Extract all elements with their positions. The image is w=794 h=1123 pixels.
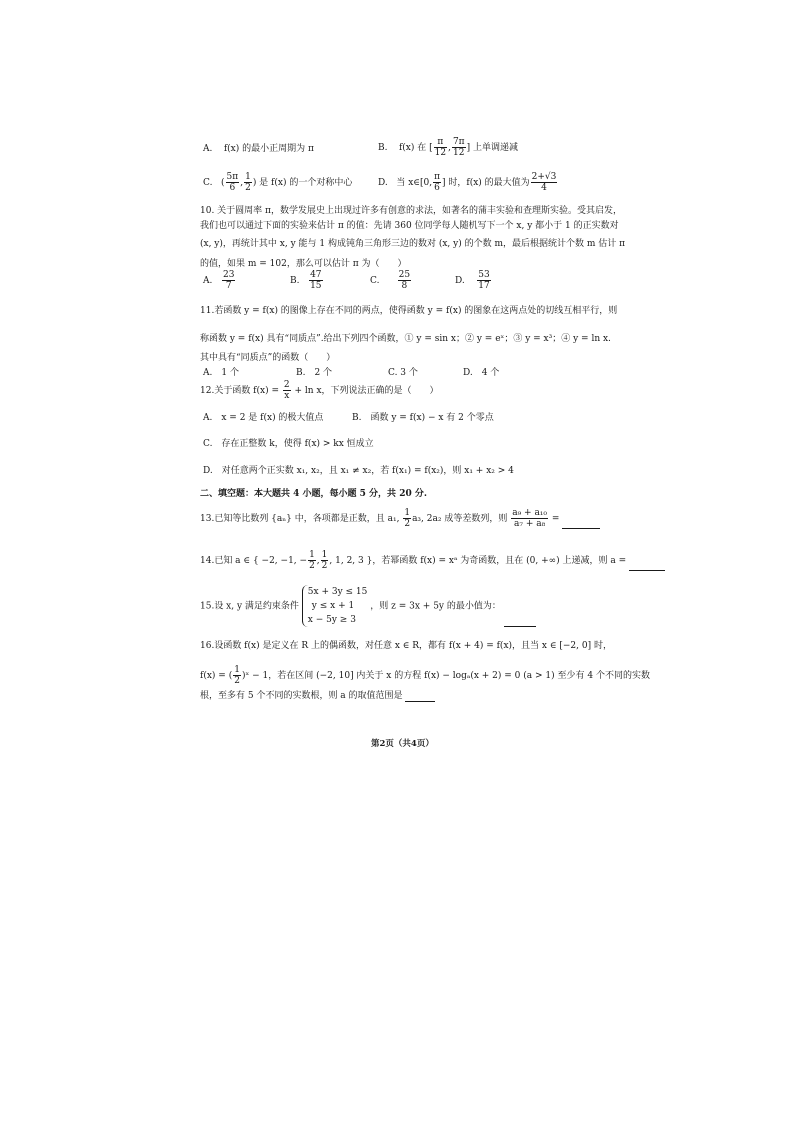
q10-option-a: A. $\frac{23}{7}$ (203, 270, 235, 291)
q11-line-2: 称函数 y = f(x) 具有“同质点”.给出下列四个函数，① y = sin x；② y = eˣ；③ y = x³；④ y = ln x. (200, 334, 611, 344)
fraction: $\frac{7\pi}{12}$ (452, 137, 465, 158)
q11-line-3: 其中具有“同质点”的函数（ ） (200, 353, 336, 363)
page-footer: 第2页（共4页） (371, 739, 434, 749)
fraction: $\frac{\pi}{12}$ (434, 137, 447, 158)
q10-line-4: 的值，如果 m = 102，那么可以估计 π 为（ ） (200, 259, 407, 269)
fraction: $\frac{2}{x}$ (283, 380, 290, 401)
q16-line-1: 16.设函数 f(x) 是定义在 R 上的偶函数，对任意 x ∈ R，都有 f(x + 4) = f(x)，且当 x ∈ [−2, 0] 时， (200, 641, 612, 651)
q11-option-b: B. 2 个 (296, 368, 333, 378)
fraction: $\frac{53}{17}$ (478, 270, 490, 291)
fraction: $\frac{23}{7}$ (222, 270, 235, 291)
q12-stem: 12.关于函数 f(x) = $\frac{2}{x}$ + ln x，下列说法正确的是（ ） (200, 380, 439, 401)
fraction: $\frac{1}{2}$ (321, 550, 328, 571)
q16-line-2: f(x) = ( $\frac{1}{2}$ )ˣ − 1，若在区间 (−2, 10] 内关于 x 的方程 f(x) − logₐ(x + 2) = 0 (a > 1) 至少有 4 个不同的实数 (200, 665, 650, 686)
q9-option-c: C. ( $\frac{5\pi}{6}$ , $\frac{1}{2}$ ) 是 f(x) 的一个对称中心 (203, 172, 353, 193)
q11-option-d: D. 4 个 (463, 368, 500, 378)
q15-stem: 15.设 x, y 满足约束条件 5x + 3y ≤ 15 y ≤ x + 1 x − 5y ≥ 3 ，则 z = 3x + 5y 的最小值为： (200, 585, 536, 627)
q10-line-3: (x, y)，再统计其中 x, y 能与 1 构成钝角三角形三边的数对 (x, y) 的个数 m，最后根据统计个数 m 估计 π (200, 239, 626, 249)
q13-stem: 13.已知等比数列 {aₙ} 中，各项都是正数，且 a₁, $\frac{1}{2}$ a₃, 2a₂ 成等差数列，则 $\frac{\text{a₉ + a₁₀}}{\text{a₇ + a₈}}$ = (200, 508, 600, 529)
q10-option-c: C. $\frac{25}{8}$ (370, 270, 411, 291)
answer-blank[interactable] (629, 561, 665, 571)
fraction: $\frac{\pi}{6}$ (434, 172, 440, 193)
q11-option-a: A. 1 个 (203, 368, 239, 378)
q9-option-b: B. f(x) 在 [ $\frac{\pi}{12}$ , $\frac{7\pi}{12}$ ] 上单调递减 (378, 137, 518, 158)
q9-option-d: D. 当 x∈[0, $\frac{\pi}{6}$ ] 时，f(x) 的最大值为 $\frac{2+√3}{4}$ (378, 172, 557, 193)
fraction: $\frac{1}{2}$ (309, 550, 315, 571)
q12-option-a: A. x = 2 是 f(x) 的极大值点 (203, 413, 324, 423)
q12-option-c: C. 存在正整数 k，使得 f(x) > kx 恒成立 (203, 439, 374, 449)
q12-option-d: D. 对任意两个正实数 x₁, x₂，且 x₁ ≠ x₂，若 f(x₁) = f(x₂)，则 x₁ + x₂ > 4 (203, 466, 514, 476)
q11-line-1: 11.若函数 y = f(x) 的图像上存在不同的两点，使得函数 y = f(x) 的图象在这两点处的切线互相平行，则 (200, 306, 618, 316)
q10-line-2: 我们也可以通过下面的实验来估计 π 的值：先请 360 位同学每人随机写下一个 x, y 都小于 1 的正实数对 (200, 221, 619, 231)
answer-blank[interactable] (504, 617, 536, 627)
q10-line-1: 10. 关于圆周率 π，数学发展史上出现过许多有创意的求法，如著名的蒲丰实验和查理斯实验。受其启发， (200, 206, 622, 216)
q11-option-c: C. 3 个 (388, 368, 418, 378)
fraction: $\frac{1}{2}$ (245, 172, 251, 193)
constraint-system: 5x + 3y ≤ 15 y ≤ x + 1 x − 5y ≥ 3 (302, 585, 368, 627)
fraction: $\frac{5\pi}{6}$ (226, 172, 239, 193)
q10-option-d: D. $\frac{53}{17}$ (455, 270, 490, 291)
q16-line-3: 根，至多有 5 个不同的实数根，则 a 的取值范围是 (200, 690, 435, 702)
q14-stem: 14.已知 a ∈ { −2, −1, − $\frac{1}{2}$ , $\frac{1}{2}$ , 1, 2, 3 }，若幂函数 f(x) = xᵃ 为奇函数，且在 (0, +∞) 上递减，则 a = (200, 550, 665, 571)
q12-option-b: B. 函数 y = f(x) − x 有 2 个零点 (352, 413, 494, 423)
fraction: $\frac{\text{a₉ + a₁₀}}{\text{a₇ + a₈}}$ (512, 508, 548, 529)
fraction: $\frac{25}{8}$ (398, 270, 411, 291)
q10-option-b: B. $\frac{47}{15}$ (290, 270, 322, 291)
fraction: $\frac{1}{2}$ (234, 665, 240, 686)
q9-option-a: A. f(x) 的最小正周期为 π (203, 144, 314, 154)
answer-blank[interactable] (405, 692, 435, 702)
answer-blank[interactable] (562, 519, 600, 529)
section-header: 二、填空题：本大题共 4 小题，每小题 5 分，共 20 分. (200, 489, 427, 499)
fraction: $\frac{2+√3}{4}$ (531, 172, 557, 193)
fraction: $\frac{47}{15}$ (310, 270, 322, 291)
fraction: $\frac{1}{2}$ (404, 508, 411, 529)
